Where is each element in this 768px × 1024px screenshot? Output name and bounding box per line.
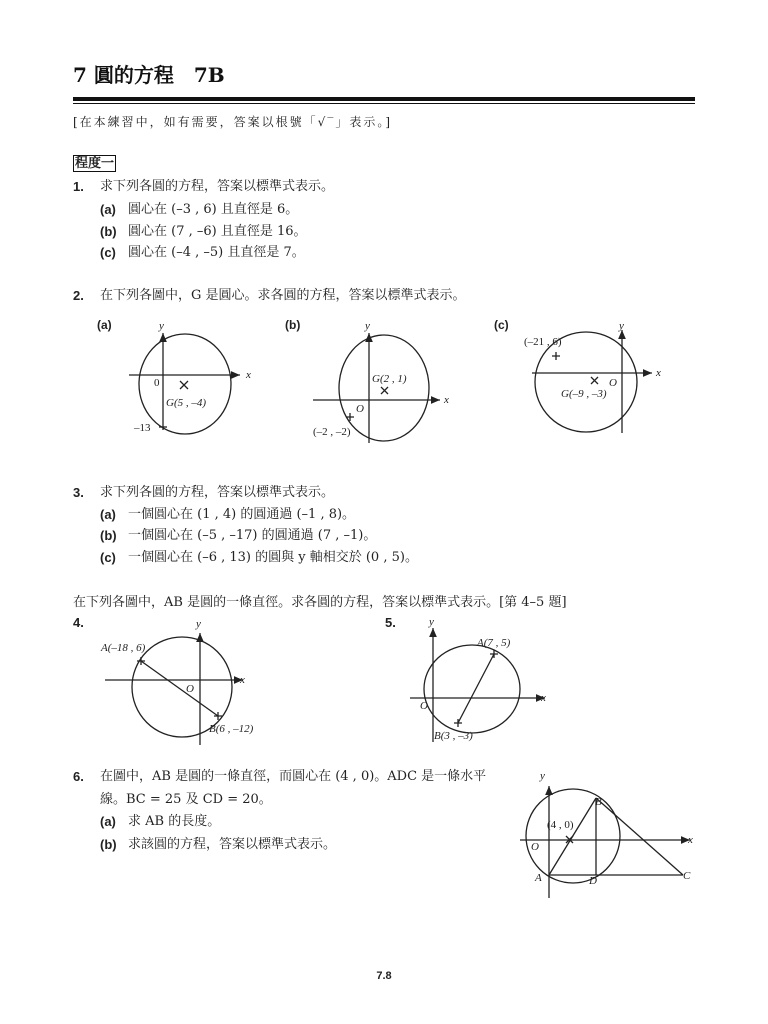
fig2c-x-label: x [656,367,661,379]
q6a-label: (a) [100,814,116,829]
fig4-point-a: A(–18 , 6) [101,642,146,654]
fig2a-center: G(5 , –4) [166,397,207,409]
page-number: 7.8 [376,970,392,982]
q1-number: 1. [73,179,84,194]
q6b-label: (b) [100,837,117,852]
fig2a-origin: 0 [154,377,160,389]
fig4-x-label: x [240,674,245,686]
fig4-point-b: B(6 , –12) [209,723,254,735]
q3a-text: 一個圓心在 (1 , 4) 的圓通過 (–1 , 8)。 [128,507,356,522]
fig2c-point: (–21 , 6) [524,336,562,348]
fig2b-y-label: y [365,320,370,332]
figure-2a [129,333,240,434]
fig2c-label: (c) [494,318,509,332]
q3-number: 3. [73,485,84,500]
fig4-y-label: y [196,618,201,630]
q3b-text: 一個圓心在 (–5 , –17) 的圓通過 (7 , –1)。 [128,528,377,543]
level-badge: 程度一 [75,156,115,171]
q3c-label: (c) [100,550,116,565]
fig6-point-c: C [683,870,691,882]
fig2a-label: (a) [97,318,112,332]
q6-text-line1: 在圖中，AB 是圓的一條直徑，而圓心在 (4 , 0)。ADC 是一條水平 [100,769,487,784]
fig6-point-b: B [595,796,602,808]
fig6-point-a: A [535,872,542,884]
q1c-label: (c) [100,245,116,260]
fig2a-point: –13 [134,422,151,434]
fig5-y-label: y [429,616,434,628]
q3a-label: (a) [100,507,116,522]
fig2a-x-label: x [246,369,251,381]
q4-5-intro: 在下列各圖中，AB 是圓的一條直徑。求各圓的方程，答案以標準式表示。[第 4–5 題] [73,595,567,610]
q5-number: 5. [385,615,396,630]
q1-text: 求下列各圓的方程，答案以標準式表示。 [100,179,335,194]
fig2b-origin: O [356,403,364,415]
q1a-label: (a) [100,202,116,217]
q3b-label: (b) [100,528,117,543]
figure-6 [520,786,690,898]
fig2b-center: G(2 , 1) [372,373,407,385]
fig6-y-label: y [540,770,545,782]
q3c-text: 一個圓心在 (–6 , 13) 的圓與 y 軸相交於 (0 , 5)。 [128,550,418,565]
q1b-label: (b) [100,224,117,239]
q4-number: 4. [73,615,84,630]
q1a-text: 圓心在 (–3 , 6) 且直徑是 6。 [128,202,299,217]
fig4-origin: O [186,683,194,695]
fig5-point-b: B(3 , –3) [434,730,473,742]
fig5-origin: O [420,700,428,712]
q6-number: 6. [73,769,84,784]
fig6-point-d: D [589,875,597,887]
fig5-point-a: A(7 , 5) [477,637,511,649]
page-title: 7 圓的方程 7B [73,63,225,87]
instruction-note: [在本練習中，如有需要，答案以根號「√‾」表示。] [73,115,393,129]
fig2a-y-label: y [159,320,164,332]
q1b-text: 圓心在 (7 , –6) 且直徑是 16。 [128,224,307,239]
fig2b-point: (–2 , –2) [313,426,351,438]
fig5-x-label: x [541,692,546,704]
q2-number: 2. [73,288,84,303]
fig6-center: (4 , 0) [547,819,574,831]
q6a-text: 求 AB 的長度。 [128,814,221,829]
q6-text-line2: 線。BC = 25 及 CD = 20。 [100,792,272,807]
fig2b-x-label: x [444,394,449,406]
fig2c-center: G(–9 , –3) [561,388,607,400]
fig6-x-label: x [688,834,693,846]
fig2b-label: (b) [285,318,301,332]
fig2c-origin: O [609,377,617,389]
q2-text: 在下列各圖中，G 是圓心。求各圓的方程，答案以標準式表示。 [100,288,466,303]
q6b-text: 求該圓的方程，答案以標準式表示。 [128,837,337,852]
q3-text: 求下列各圓的方程，答案以標準式表示。 [100,485,335,500]
q1c-text: 圓心在 (–4 , –5) 且直徑是 7。 [128,245,305,260]
fig6-origin: O [531,841,539,853]
fig2c-y-label: y [619,320,624,332]
